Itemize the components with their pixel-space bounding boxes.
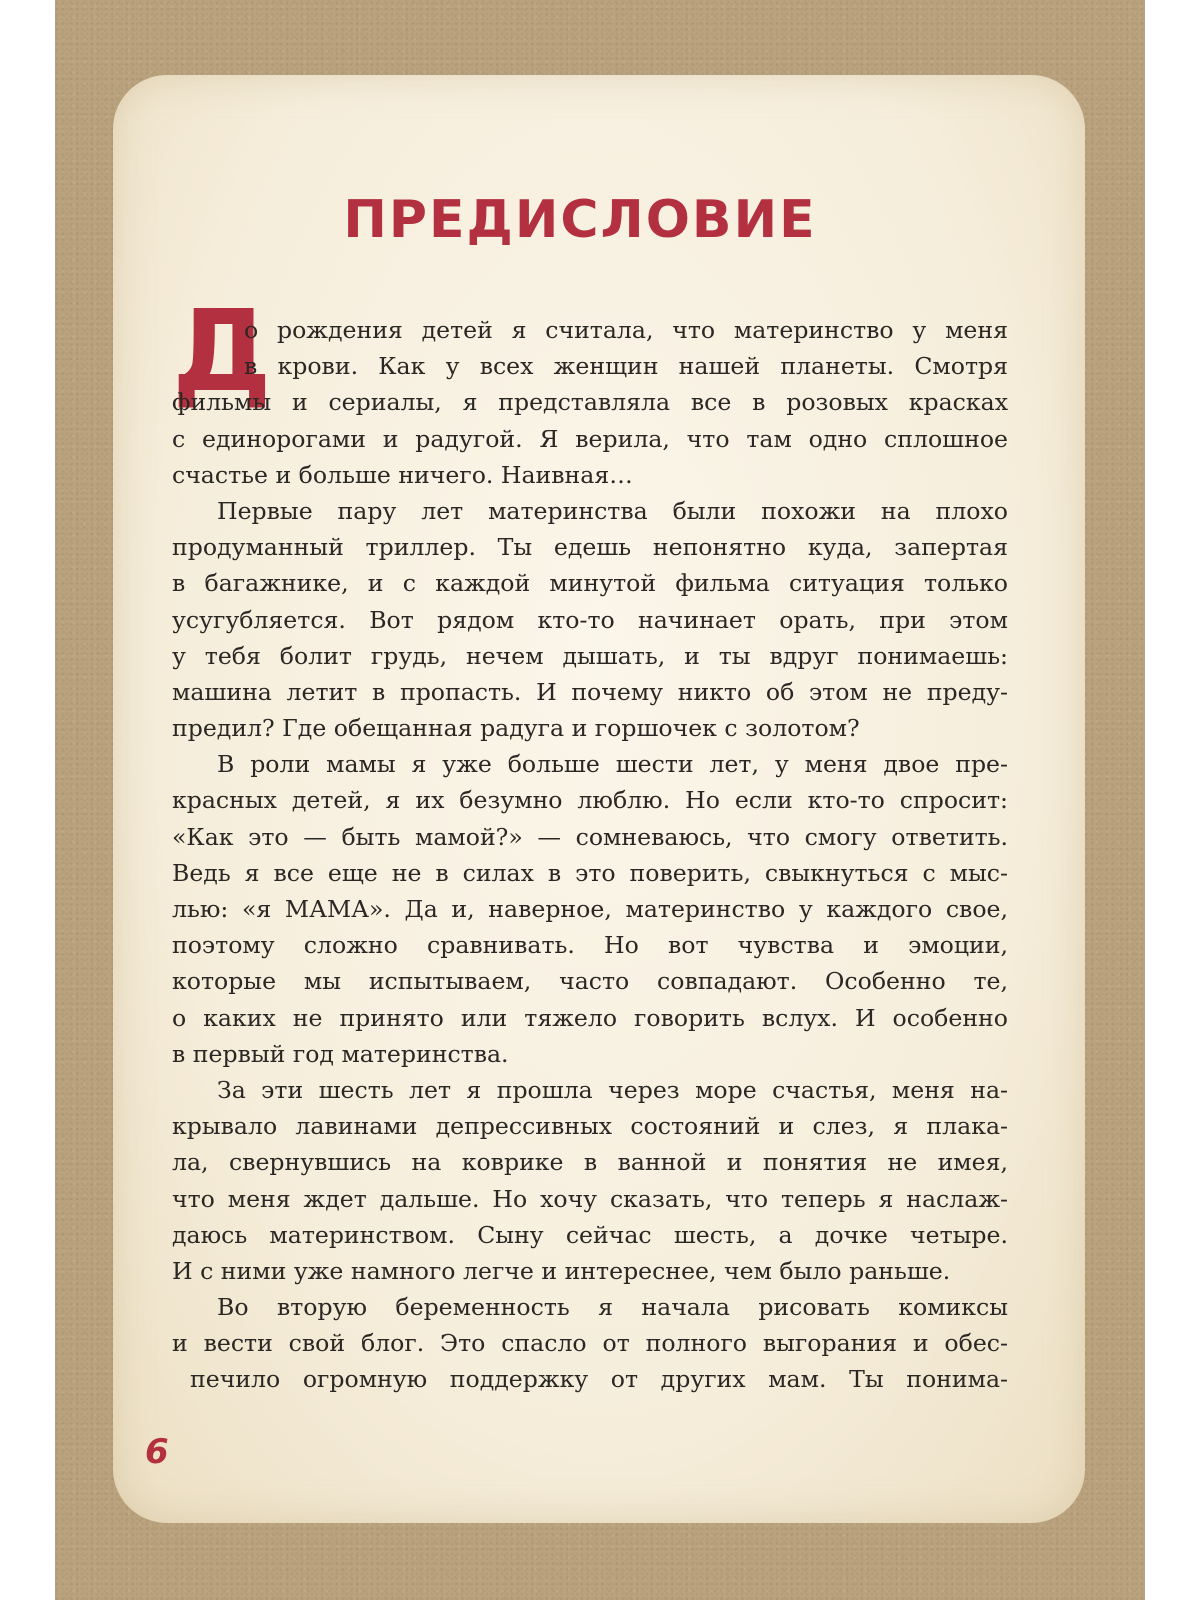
drop-cap: Д [172, 287, 272, 417]
text-line: счастье и больше ничего. Наивная… [172, 460, 633, 489]
text-line: Во вторую беременность я начала рисовать комиксы [217, 1293, 1008, 1322]
text-line: В роли мамы я уже больше шести лет, у меня двое пре- [217, 750, 1008, 779]
text-line: «Как это — быть мамой?» — сомневаюсь, что смогу ответить. [172, 822, 1008, 851]
text-line: в багажнике, и с каждой минутой фильма ситуация только [172, 569, 1008, 598]
text-line: предил? Где обещанная радуга и горшочек с золотом? [172, 714, 860, 743]
text-line: с единорогами и радугой. Я верила, что там одно сплошное [172, 424, 1008, 453]
text-line: За эти шесть лет я прошла через море счастья, меня на- [217, 1075, 1008, 1104]
body-text [172, 312, 1008, 1398]
text-line: Первые пару лет материнства были похожи на плохо [217, 496, 1008, 525]
text-line: о каких не принято или тяжело говорить вслух. И особенно [172, 1003, 1008, 1032]
text-line: Ведь я все еще не в силах в это поверить, свыкнуться с мыс- [172, 858, 1008, 887]
text-line: которые мы испытываем, часто совпадают. Особенно те, [172, 967, 1008, 996]
text-line: машина летит в пропасть. И почему никто об этом не преду- [172, 677, 1008, 706]
text-line: у тебя болит грудь, нечем дышать, и ты вдруг понимаешь: [172, 641, 1008, 670]
text-line: красных детей, я их безумно люблю. Но если кто-то спросит: [172, 786, 1008, 815]
page-title: ПРЕДИСЛОВИЕ [343, 190, 817, 250]
text-line: поэтому сложно сравнивать. Но вот чувства и эмоции, [172, 931, 1008, 960]
text-line: ла, свернувшись на коврике в ванной и понятия не имея, [172, 1148, 1008, 1177]
text-line: усугубляется. Вот рядом кто-то начинает орать, при этом [172, 605, 1008, 634]
text-line: и вести свой блог. Это спасло от полного выгорания и обес- [172, 1329, 1008, 1358]
text-line: в крови. Как у всех женщин нашей планеты. Смотря [244, 352, 1008, 381]
text-line: И с ними уже намного легче и интереснее, чем было раньше. [172, 1256, 951, 1285]
text-line: лью: «я МАМА». Да и, наверное, материнство у каждого свое, [172, 895, 1008, 923]
text-line: фильмы и сериалы, я представляла все в розовых красках [172, 388, 1008, 417]
page-number: 6 [145, 1432, 169, 1472]
text-line: продуманный триллер. Ты едешь непонятно куда, запертая [172, 533, 1008, 562]
text-line: о рождения детей я считала, что материнство у меня [244, 316, 1008, 344]
text-line: в первый год материнства. [172, 1039, 509, 1068]
text-line: даюсь материнством. Сыну сейчас шесть, а дочке четыре. [172, 1220, 1008, 1249]
text-line: печило огромную поддержку от других мам. Ты понима- [190, 1365, 1008, 1394]
text-line: крывало лавинами депрессивных состояний и слез, я плака- [172, 1112, 1008, 1141]
text-line: что меня ждет дальше. Но хочу сказать, что теперь я наслаж- [172, 1184, 1008, 1213]
